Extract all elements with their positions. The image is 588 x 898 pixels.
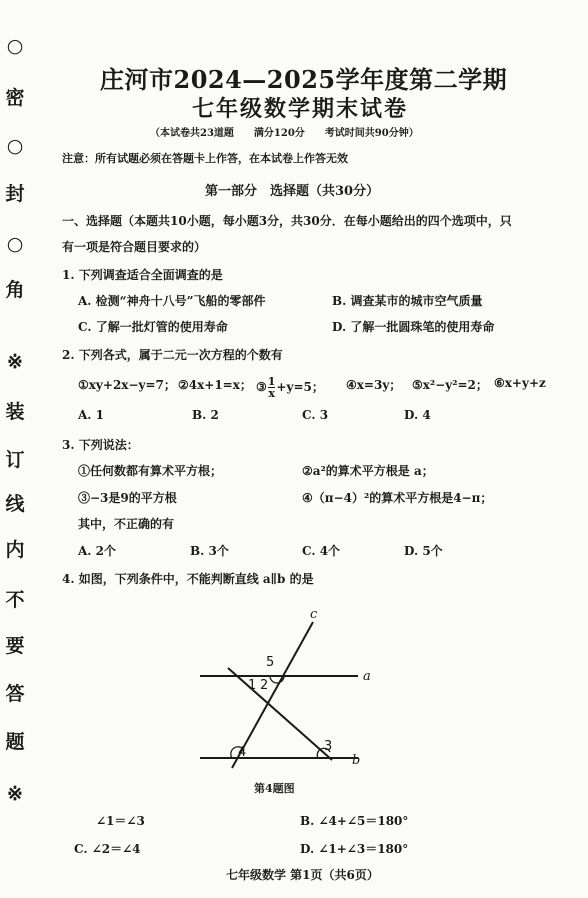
q4-option-c: C. ∠2＝∠4: [74, 842, 141, 856]
q4-option-a: ∠1＝∠3: [96, 814, 145, 828]
q3-statement-4: ④（π−4）²的算术平方根是4−π；: [302, 491, 493, 505]
q2-option-d: D. 4: [404, 408, 431, 422]
label-c: c: [310, 607, 318, 622]
exam-notice: 注意：所有试题必须在答题卡上作答，在本试卷上作答无效: [62, 152, 348, 165]
q1-stem: 1. 下列调查适合全面调查的是: [62, 268, 223, 282]
angle-label-5: 5: [266, 655, 275, 670]
binding-margin: [0, 0, 30, 898]
margin-char: 不: [5, 589, 25, 611]
q2-option-b: B. 2: [192, 408, 219, 422]
q3-statement-2: ②a²的算术平方根是 a；: [302, 464, 434, 478]
q2-stem: 2. 下列各式，属于二元一次方程的个数有: [62, 348, 283, 362]
margin-char: ○: [6, 233, 24, 255]
q3-followup: 其中，不正确的有: [78, 517, 175, 531]
q2-expr-3: [256, 376, 324, 399]
margin-char: 答: [5, 683, 25, 705]
q2-option-c: C. 3: [302, 408, 329, 422]
q3-statement-1: ①任何数都有算术平方根；: [78, 464, 223, 478]
q2-expr-3-rest: +y=5；: [276, 380, 324, 394]
q2-fraction: [268, 376, 276, 399]
q4-option-d: D. ∠1+∠3＝180°: [300, 842, 409, 856]
margin-char: ※: [7, 783, 23, 805]
q3-option-b: B. 3个: [190, 544, 229, 558]
q2-fraction-numerator: 1: [267, 375, 276, 388]
margin-char: ※: [7, 351, 23, 373]
q3-option-c: C. 4个: [302, 544, 341, 558]
q1-option-a: A. 检测“神舟十八号”飞船的零部件: [78, 294, 266, 308]
margin-char: 订: [5, 449, 25, 471]
q1-option-d: D. 了解一批圆珠笔的使用寿命: [332, 320, 495, 334]
q3-option-a: A. 2个: [78, 544, 117, 558]
q3-stem: 3. 下列说法：: [62, 438, 139, 452]
angle-label-4: 4: [238, 745, 247, 760]
part1-instruction-cont: 有一项是符合题目要求的）: [62, 240, 207, 254]
margin-char: 内: [5, 539, 25, 561]
q1-option-c: C. 了解一批灯管的使用寿命: [78, 320, 228, 334]
q4-stem: 4. 如图，下列条件中，不能判断直线 a∥b 的是: [62, 572, 314, 586]
exam-info: （本试卷共23道题 满分120分 考试时间共90分钟）: [150, 128, 419, 139]
q2-expr-4: ④x=3y；: [346, 378, 402, 392]
q2-expr-1: ①xy+2x−y=7；: [78, 378, 176, 392]
angle-label-3: 3: [324, 739, 333, 754]
exam-title-line2: 七年级数学期末试卷: [191, 96, 408, 122]
label-b: b: [352, 753, 361, 768]
margin-char: 密: [5, 87, 25, 109]
margin-char: 封: [5, 183, 25, 205]
q4-option-b: B. ∠4+∠5＝180°: [300, 814, 409, 828]
q2-expr-5: ⑤x²−y²=2；: [412, 378, 488, 392]
margin-char: 装: [5, 401, 25, 423]
margin-char: ○: [6, 35, 24, 57]
margin-char: ○: [6, 135, 24, 157]
margin-char: 角: [5, 279, 25, 301]
q2-option-a: A. 1: [78, 408, 105, 422]
margin-char: 要: [5, 635, 25, 657]
q2-expr-3-marker: ③: [256, 380, 267, 394]
q2-expr-6: ⑥x+y+z: [494, 376, 546, 390]
angle-label-2: 2: [260, 678, 269, 693]
figure-caption: 第4题图: [254, 782, 295, 795]
label-a: a: [363, 669, 371, 684]
angle-label-1: 1: [248, 678, 257, 693]
q3-statement-3: ③−3是9的平方根: [78, 491, 177, 505]
part1-instruction: 一、选择题（本题共10小题，每小题3分，共30分．在每小题给出的四个选项中，只: [62, 214, 512, 228]
exam-title-line1: 庄河市2024—2025学年度第二学期: [100, 65, 508, 94]
page-footer: 七年级数学 第1页（共6页）: [226, 868, 379, 882]
q2-fraction-denominator: x: [268, 387, 275, 400]
q1-option-b: B. 调查某市的城市空气质量: [332, 294, 483, 308]
q3-option-d: D. 5个: [404, 544, 443, 558]
part1-title: 第一部分 选择题（共30分）: [205, 184, 380, 199]
parallel-lines-figure: [180, 600, 390, 770]
margin-char: 线: [5, 493, 25, 515]
q2-expr-2: ②4x+1=x；: [178, 378, 252, 392]
margin-char: 题: [5, 731, 25, 753]
